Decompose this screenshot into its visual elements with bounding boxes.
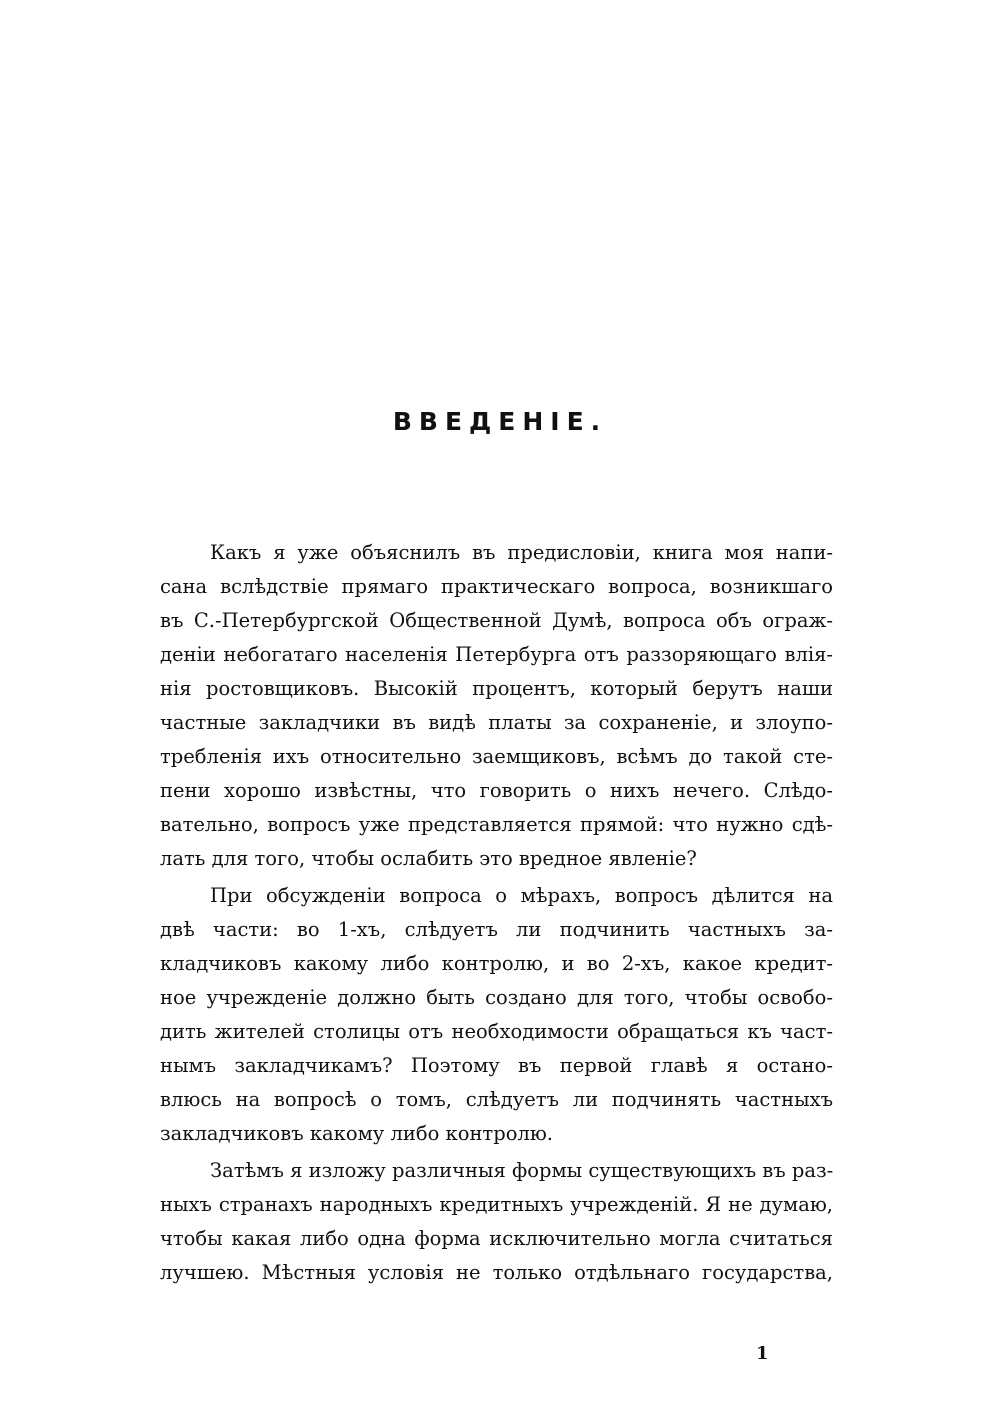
text-line: нія ростовщиковъ. Высокій процентъ, который берутъ наши bbox=[160, 677, 833, 700]
text-line: вательно, вопросъ уже представляется прямой: что нужно сдѣ- bbox=[160, 813, 833, 836]
text-line: частные закладчики въ видѣ платы за сохраненіе, и злоупо- bbox=[160, 711, 833, 734]
page-number: 1 bbox=[756, 1343, 769, 1364]
paragraph-3 bbox=[160, 1154, 833, 1290]
text-line: нымъ закладчикамъ? Поэтому въ первой главѣ я остано- bbox=[160, 1054, 833, 1077]
text-line: закладчиковъ какому либо контролю. bbox=[160, 1122, 554, 1145]
paragraph-2 bbox=[160, 879, 833, 1151]
text-line: ное учрежденіе должно быть создано для того, чтобы освобо- bbox=[160, 986, 833, 1009]
text-line: деніи небогатаго населенія Петербурга отъ раззоряющаго влія- bbox=[160, 643, 833, 666]
paragraph-1 bbox=[160, 536, 833, 876]
text-line: ныхъ странахъ народныхъ кредитныхъ учрежденій. Я не думаю, bbox=[160, 1193, 833, 1216]
text-line: двѣ части: во 1-хъ, слѣдуетъ ли подчинить частныхъ за- bbox=[160, 918, 833, 941]
text-line: лучшею. Мѣстныя условія не только отдѣльнаго государства, bbox=[160, 1261, 833, 1284]
text-line: сана вслѣдствіе прямаго практическаго вопроса, возникшаго bbox=[160, 575, 833, 598]
body-text bbox=[160, 536, 833, 1293]
chapter-title: ВВЕДЕНІЕ. bbox=[392, 407, 608, 436]
text-line: Затѣмъ я изложу различныя формы существующихъ въ раз- bbox=[210, 1159, 834, 1182]
text-line: дить жителей столицы отъ необходимости обращаться къ част- bbox=[160, 1020, 833, 1043]
text-line: кладчиковъ какому либо контролю, и во 2-хъ, какое кредит- bbox=[160, 952, 833, 975]
text-line: влюсь на вопросѣ о томъ, слѣдуетъ ли подчинять частныхъ bbox=[160, 1088, 833, 1111]
text-line: чтобы какая либо одна форма исключительно могла считаться bbox=[160, 1227, 833, 1250]
text-line: въ С.-Петербургской Общественной Думѣ, вопроса объ ограж- bbox=[160, 609, 833, 632]
text-line: требленія ихъ относительно заемщиковъ, всѣмъ до такой сте- bbox=[160, 745, 833, 768]
text-line: лать для того, чтобы ослабить это вредное явленіе? bbox=[160, 847, 697, 870]
text-line: пени хорошо извѣстны, что говорить о нихъ нечего. Слѣдо- bbox=[160, 779, 833, 802]
text-line: Какъ я уже объяснилъ въ предисловіи, книга моя напи- bbox=[210, 541, 833, 564]
text-line: При обсужденіи вопроса о мѣрахъ, вопросъ дѣлится на bbox=[210, 884, 833, 907]
